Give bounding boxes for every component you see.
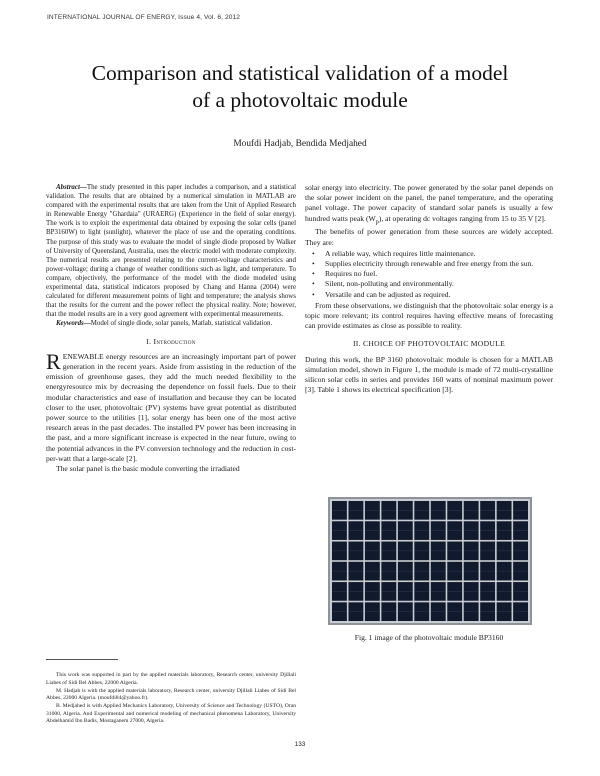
intro-paragraph-2: The solar panel is the basic module converting the irradiated (56, 463, 240, 473)
list-item: • Versatile and can be adjusted as required. (312, 289, 451, 299)
abstract-text: The study presented in this paper includes a comparison, and a statistical validation. The results that are obtained by a numerical simulation in MATLAB are compared with the experimental results that are taken from the Unit of Applied Research in Renewable Energy "Ghardaia" (URAERG) (Experience in the field of solar energy). The work is to exploit the experimental data obtained by exposing the solar cells (panel BP3160W) to light (sunlight), whatever the place of use and the operating conditions. The purpose of this study was to evaluate the model of single diode proposed by Walker of University of Queensland, Australia, uses the electric model with moderate complexity. The numerical results are presented relating to the current-voltage characteristics and power-voltage; during a change of weather conditions such as light, and temperature. To compare, objectively, the performance of the model with the diode modeled using experimental data, statistical indicators proposed by Chang and Hanna (2004) were calculated for different measurement points of light and temperature; the analysis shows that the results for the current and the power reflect the physical reality. Note; however, that the model results are in a very good agreement with experimental measurements. (46, 183, 296, 319)
footnote: M. Hadjab is with the applied materials laboratory, Research center, university Djillali Liabes of Sidi Bel Abbes, 22000 Algeria. (moufdi84@yahoo.fr). (46, 687, 296, 701)
section-title: Introduction (153, 336, 196, 346)
section-title: CHOICE OF PHOTOVOLTAIC MODULE (363, 339, 506, 349)
list-item: • A reliable way, which requires little maintenance. (312, 248, 476, 258)
choice-paragraph: During this work, the BP 3160 photovoltaic module is chosen for a MATLAB simulation model, shown in Figure 1, the module is made of 72 multi-crystalline silicon solar cells in series and provides 160 watts of nominal maximum power [3]. Table 1 shows its electrical specification [3]. (305, 354, 553, 395)
benefits-intro: The benefits of power generation from these sources are widely accepted. They are: (305, 227, 553, 247)
abstract-dash: — (79, 183, 87, 191)
footnote-divider (46, 659, 118, 660)
keywords (46, 319, 296, 328)
observations-paragraph: From these observations, we distinguish that the photovoltaic solar energy is a topic more relevant; its control requires having effective means of forecasting can provide estimates as close as possible to reality. (305, 300, 553, 331)
section-heading-choice (305, 339, 553, 349)
keywords-text: Model of single diode, solar panels, Matlab, statistical validation. (90, 319, 273, 328)
list-item: • Silent, non-polluting and environmentally. (312, 279, 454, 289)
list-item: • Supplies electricity through renewable and free energy from the sun. (312, 258, 534, 268)
footnotes (46, 672, 296, 726)
abstract-label: Abstract (56, 183, 80, 191)
bullet-icon: • (312, 248, 315, 258)
keywords-dash: — (83, 319, 91, 328)
intro-paragraph-1 (46, 348, 296, 464)
figure-caption: Fig. 1 image of the photovoltaic module BP3160 (354, 633, 504, 642)
intro-paragraph-3: solar energy into electricity. The power generated by the solar panel depends on the solar power incident on the panel, the panel temperature, and the operating panel voltage. The power capacity of standard solar panels is usually a few hundred watts peak $(W_p)$, at operating dc voltages ranging from 15 to 35 V [2]. (305, 183, 553, 226)
section-heading-introduction (46, 337, 296, 347)
photovoltaic-module-image (328, 497, 532, 625)
journal-header: INTERNATIONAL JOURNAL OF ENERGY, Issue 4, Vol. 6, 2012 (47, 14, 241, 21)
drop-cap: R (46, 348, 61, 374)
page-number: 133 (294, 741, 306, 748)
abstract (46, 183, 296, 319)
benefits-list (305, 249, 553, 300)
title-line-2: of a photovoltaic module (192, 88, 408, 112)
bullet-icon: • (312, 269, 315, 279)
footnote: B. Medjahed is with Applied Mechanics Laboratory, University of Science and Technology (USTO), Oran 31000, Algeria. And Experimental and numerical modeling of mechanical phenomena Laboratory, University Abdelhamid Ibn Badis, Mostaganem 27000, Algeria. (46, 703, 296, 724)
bullet-icon: • (312, 258, 315, 268)
left-column (46, 183, 296, 474)
title-line-1: Comparison and statistical validation of a model (91, 61, 509, 85)
paper-title (40, 60, 560, 114)
right-column (305, 183, 553, 395)
section-number: I. (146, 336, 152, 346)
keywords-label: Keywords (56, 319, 84, 328)
list-item: • Requires no fuel. (312, 269, 378, 279)
footnote: This work was supported in part by the applied materials laboratory, Research center, university Djillali Liabes of Sidi Bel Abbes, 22000 Algeria. (46, 672, 296, 686)
bullet-icon: • (312, 289, 315, 299)
intro-paragraph-1-text: ENEWABLE energy resources are an increasingly important part of power generation in the recent years. Aside from assisting in the reduction of the emission of greenhouse gases, they add the much needed flexibility to the energyresource mix by decreasing the dependence on fossil fuels. Due to their modular characteristics and ease of installation and because they can be located closer to the user, photovoltaic (PV) systems have great potential as distributed power source to the utilities [1], solar energy has been one of the most active research areas in the past decades. The installed PV power has been increasing in the past, and a more significant increase is expected in the near future, owing to the potential advances in the PV conversion technology and the reduction in cost-per-watt that a large-scale [2]. (46, 351, 296, 463)
section-number: II. (352, 339, 361, 349)
subscript-p: p (375, 218, 379, 226)
bullet-icon: • (312, 279, 315, 289)
authors: Moufdi Hadjab, Bendida Medjahed (233, 139, 367, 149)
